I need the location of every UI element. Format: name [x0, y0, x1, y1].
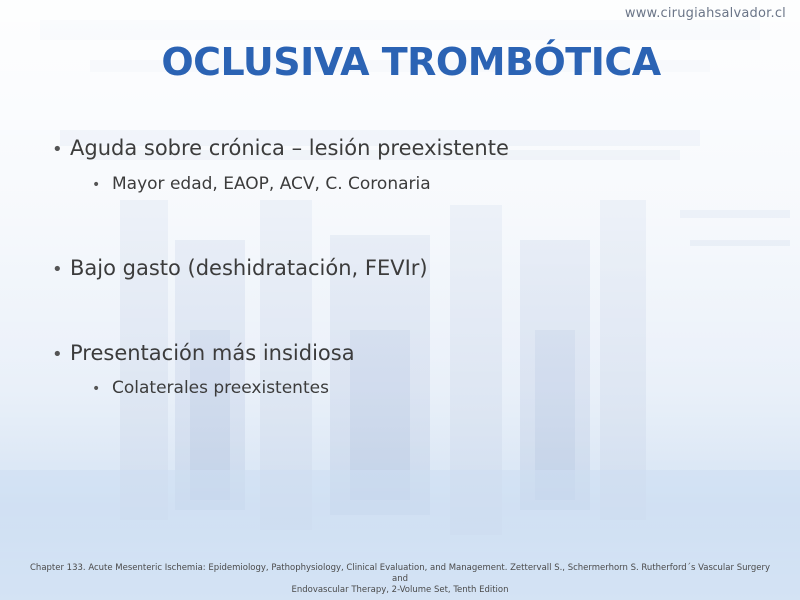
citation-line-2: Endovascular Therapy, 2-Volume Set, Tenth Edition	[291, 585, 509, 595]
bullet-item	[52, 256, 428, 280]
bullet-item	[52, 136, 509, 160]
sub-bullet-item	[92, 174, 431, 194]
bullet-text: Bajo gasto (deshidratación, FEVIr)	[70, 256, 428, 280]
citation-line-1: Chapter 133. Acute Mesenteric Ischemia: Epidemiology, Pathophysiology, Clinical Evaluation, and Management. Zettervall S., Schermerhorn S. Rutherford´s Vascular Surgery and	[30, 563, 770, 584]
bullet-dot-icon: •	[92, 381, 101, 397]
footer-citation	[30, 563, 770, 596]
site-url-watermark: www.cirugiahsalvador.cl	[624, 6, 786, 21]
sub-bullet-text: Colaterales preexistentes	[112, 378, 329, 398]
bullet-dot-icon: •	[52, 139, 63, 160]
slide-title: OCLUSIVA TROMBÓTICA	[161, 40, 661, 84]
bullet-dot-icon: •	[52, 344, 63, 365]
bullet-dot-icon: •	[92, 177, 101, 193]
bullet-dot-icon: •	[52, 259, 63, 280]
sub-bullet-item	[92, 378, 329, 398]
sub-bullet-text: Mayor edad, EAOP, ACV, C. Coronaria	[112, 174, 431, 194]
bullet-item	[52, 341, 355, 365]
bullet-text: Aguda sobre crónica – lesión preexistente	[70, 136, 509, 160]
bullet-text: Presentación más insidiosa	[70, 341, 355, 365]
